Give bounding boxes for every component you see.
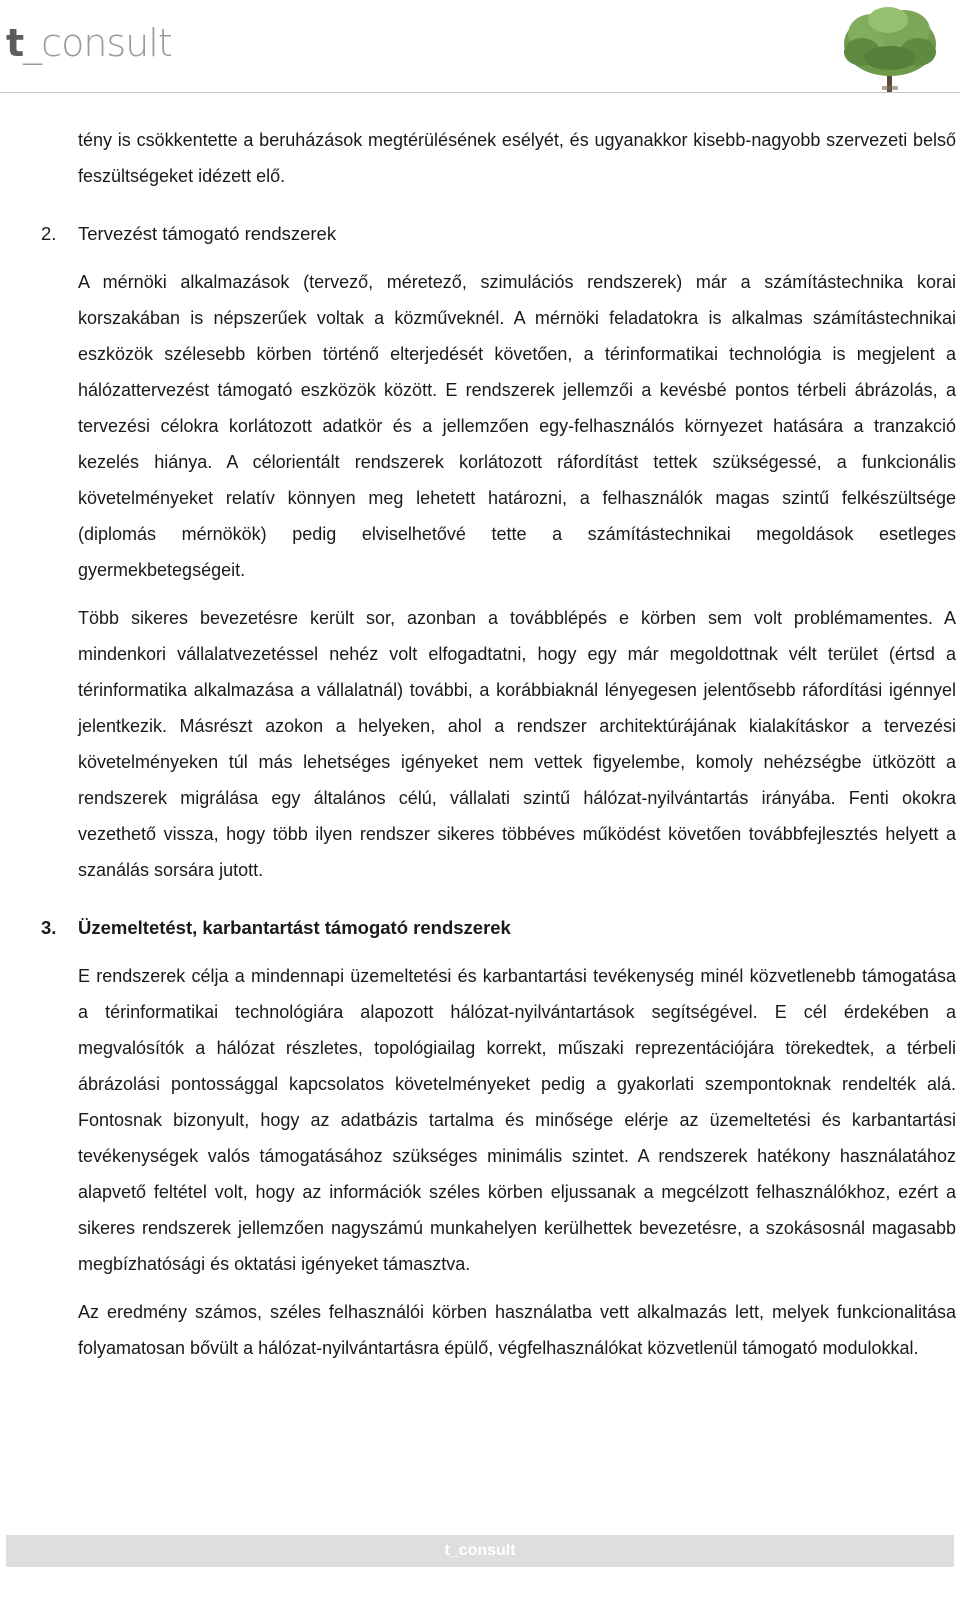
section-2-number: 2. <box>41 223 57 244</box>
section-2-heading <box>41 216 956 252</box>
section-3-number: 3. <box>41 917 57 938</box>
section-3-paragraph-1: E rendszerek célja a mindennapi üzemeltetési és karbantartási tevékenység minél közvetlenebb támogatása a térinformatikai technológiára alapozott hálózat-nyilvántartások segítségével. E cél érdekében a megvalósítók a hálózat részletes, topológiailag korrekt, műszaki reprezentációjára törekedtek, a térbeli ábrázolási pontossággal kapcsolatos követelményeket pedig a gyakorlati szempontoknak rendelték alá. Fontosnak bizonyult, hogy az adatbázis tartalma és minősége elérje az üzemeltetési és karbantartási tevékenységek valós támogatásához szükséges minimális szintet. A rendszerek hatékony használatához alapvető feltétel volt, hogy az információk széles körben eljussanak a megcélzott felhasználókhoz, ezért a sikeres rendszerek jellemzően nagyszámú munkahelyen kerülhettek bevezetésre, a szokásosnál magasabb megbízhatósági és oktatási igényeket támasztva. <box>78 966 956 1274</box>
intro-paragraph: tény is csökkentette a beruházások megtérülésének esélyét, és ugyanakkor kisebb-nagyobb szervezeti belső feszültségeket idézett elő. <box>78 130 956 186</box>
page-header <box>0 0 960 94</box>
header-divider <box>0 92 960 93</box>
section-2-title: Tervezést támogató rendszerek <box>78 223 337 244</box>
tree-icon <box>838 4 942 94</box>
logo <box>6 21 172 65</box>
document-body <box>41 122 956 1366</box>
page-footer: t_consult <box>6 1535 954 1567</box>
section-3-heading <box>41 910 956 946</box>
section-2-paragraph-1: A mérnöki alkalmazások (tervező, méretező, szimulációs rendszerek) már a számítástechnika korai korszakában is népszerűek voltak a közműveknél. A mérnöki feladatokra is alkalmas számítástechnikai eszközök szélesebb körben történő elterjedését követően, a térinformatikai technológia is megjelent a hálózattervezést támogató eszközök között. E rendszerek jellemzői a kevésbé pontos térbeli ábrázolás, a tervezési célokra korlátozott adatkör és a jellemzően egy-felhasználós környezet hatására a tranzakció kezelés hiánya. A célorientált rendszerek korlátozott ráfordítást tettek szükségessé, a funkcionális követelményeket relatív könnyen meg lehetett határozni, a felhasználók magas szintű felkészültsége (diplomás mérnökök) pedig elviselhetővé tette a számítástechnikai megoldások esetleges gyermekbetegségeit. <box>78 272 956 580</box>
logo-text: _consult <box>23 21 172 65</box>
section-3-paragraph-2: Az eredmény számos, széles felhasználói körben használatba vett alkalmazás lett, melyek funkcionalitása folyamatosan bővült a hálózat-nyilvántartásra épülő, végfelhasználókat közvetlenül támogató modulokkal. <box>78 1302 956 1358</box>
section-3-title: Üzemeltetést, karbantartást támogató rendszerek <box>78 917 511 938</box>
logo-letter-t: t <box>6 21 24 65</box>
section-2-paragraph-2: Több sikeres bevezetésre került sor, azonban a továbblépés e körben sem volt problémamentes. A mindenkori vállalatvezetéssel nehéz volt elfogadtatni, hogy egy már megoldottnak vélt terület (értsd a térinformatika alkalmazása a vállalatnál) további, a korábbiaknál lényegesen jelentősebb ráfordítási igénnyel jelentkezik. Másrészt azokon a helyeken, ahol a rendszer architektúrájának kialakításkor a tervezési követelményeken túl más lehetséges igényeket nem vettek figyelembe, komoly nehézségbe ütközött a rendszerek migrálása egy általános célú, vállalati szintű hálózat-nyilvántartás irányába. Fenti okokra vezethető vissza, hogy több ilyen rendszer sikeres többéves működést követően továbbfejlesztés helyett a szanálás sorsára jutott. <box>78 608 956 880</box>
